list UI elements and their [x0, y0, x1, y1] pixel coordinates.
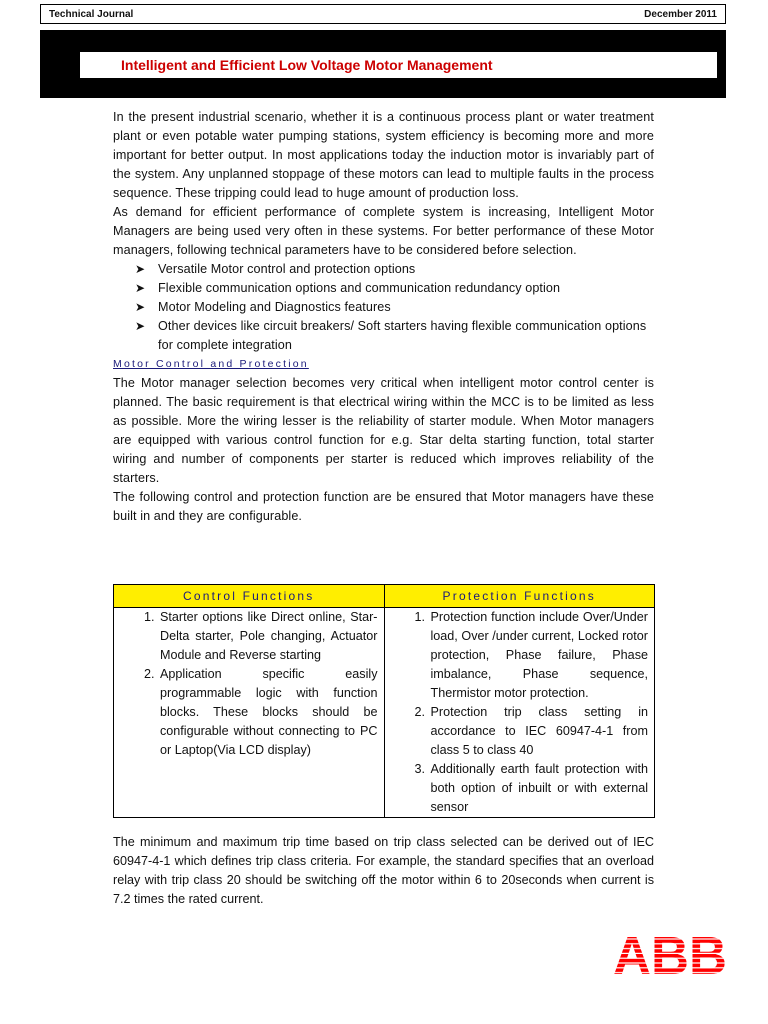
intro-paragraph-1: In the present industrial scenario, whether it is a continuous process plant or water treatment plant or even potable water pumping stations, system efficiency is becoming more and more important for better output. In most applications today the induction motor is invariably part of the system. Any unplanned stoppage of these motors can lead to multiple faults in the process sequence. These tripping could lead to huge amount of production loss. [113, 110, 654, 200]
arrow-bullet-icon: ➤ [135, 281, 146, 295]
abb-logo [612, 930, 728, 978]
closing-paragraph: The minimum and maximum trip time based on trip class selected can be derived out of IEC 60947-4-1 which defines trip class criteria. For example, the standard specifies that an overload relay with trip class 20 should be switching off the motor within 6 to 20seconds when current is 7.2 times the rated current. [113, 835, 654, 906]
list-item: ➤ Other devices like circuit breakers/ Soft starters having flexible communication options for complete integration [135, 319, 647, 352]
abb-logo-text: ABB [613, 930, 727, 978]
list-item: 2. Application specific easily programmable logic with function blocks. These blocks should be configurable without connecting to PC or Laptop(Via LCD display) [158, 665, 378, 760]
protection-functions-cell [384, 608, 655, 818]
control-functions-header: Control Functions [114, 585, 385, 608]
article-body [113, 108, 654, 526]
closing-section [113, 833, 654, 909]
protection-functions-header: Protection Functions [384, 585, 655, 608]
list-item: ➤ Flexible communication options and communication redundancy option [135, 279, 654, 298]
list-item: ➤ Motor Modeling and Diagnostics features [135, 298, 654, 317]
control-functions-cell [114, 608, 385, 818]
arrow-bullet-icon: ➤ [135, 300, 146, 314]
arrow-bullet-icon: ➤ [135, 262, 146, 276]
list-item: 2. Protection trip class setting in accordance to IEC 60947-4-1 from class 5 to class 40 [429, 703, 649, 760]
section-paragraph-1: The Motor manager selection becomes very critical when intelligent motor control center is planned. The basic requirement is that electrical wiring within the MCC is to be limited as less as possible. More the wiring lesser is the reliability of starter module. When Motor managers are equipped with various control function for e.g. Star delta starting function, total starter wiring and number of components per starter is reduced which improves reliability of the starters. [113, 376, 654, 485]
list-item: ➤ Versatile Motor control and protection options [135, 260, 654, 279]
intro-paragraph-2: As demand for efficient performance of complete system is increasing, Intelligent Motor Managers are being used very often in these systems. For better performance of these Motor managers, following technical parameters have to be considered before selection. [113, 205, 654, 257]
journal-date: December 2011 [644, 8, 717, 20]
arrow-bullet-icon: ➤ [135, 319, 146, 333]
page-title: Intelligent and Efficient Low Voltage Motor Management [121, 57, 493, 73]
title-box [80, 52, 717, 78]
list-item: 1. Protection function include Over/Under load, Over /under current, Locked rotor protection, Phase failure, Phase imbalance, Phase sequence, Thermistor motor protection. [429, 608, 649, 703]
functions-table [113, 584, 655, 818]
list-item: 1. Starter options like Direct online, Star-Delta starter, Pole changing, Actuator Module and Reverse starting [158, 608, 378, 665]
section-paragraph-2: The following control and protection function are be ensured that Motor managers have these built in and they are configurable. [113, 490, 654, 523]
journal-header-bar [40, 4, 726, 24]
parameter-list [113, 260, 654, 355]
protection-functions-list [385, 608, 655, 817]
journal-name: Technical Journal [49, 8, 134, 20]
list-item: 3. Additionally earth fault protection with both option of inbuilt or with external sensor [429, 760, 649, 817]
title-banner [40, 30, 726, 98]
control-functions-list [114, 608, 384, 760]
section-heading: Motor Control and Protection [113, 358, 309, 370]
